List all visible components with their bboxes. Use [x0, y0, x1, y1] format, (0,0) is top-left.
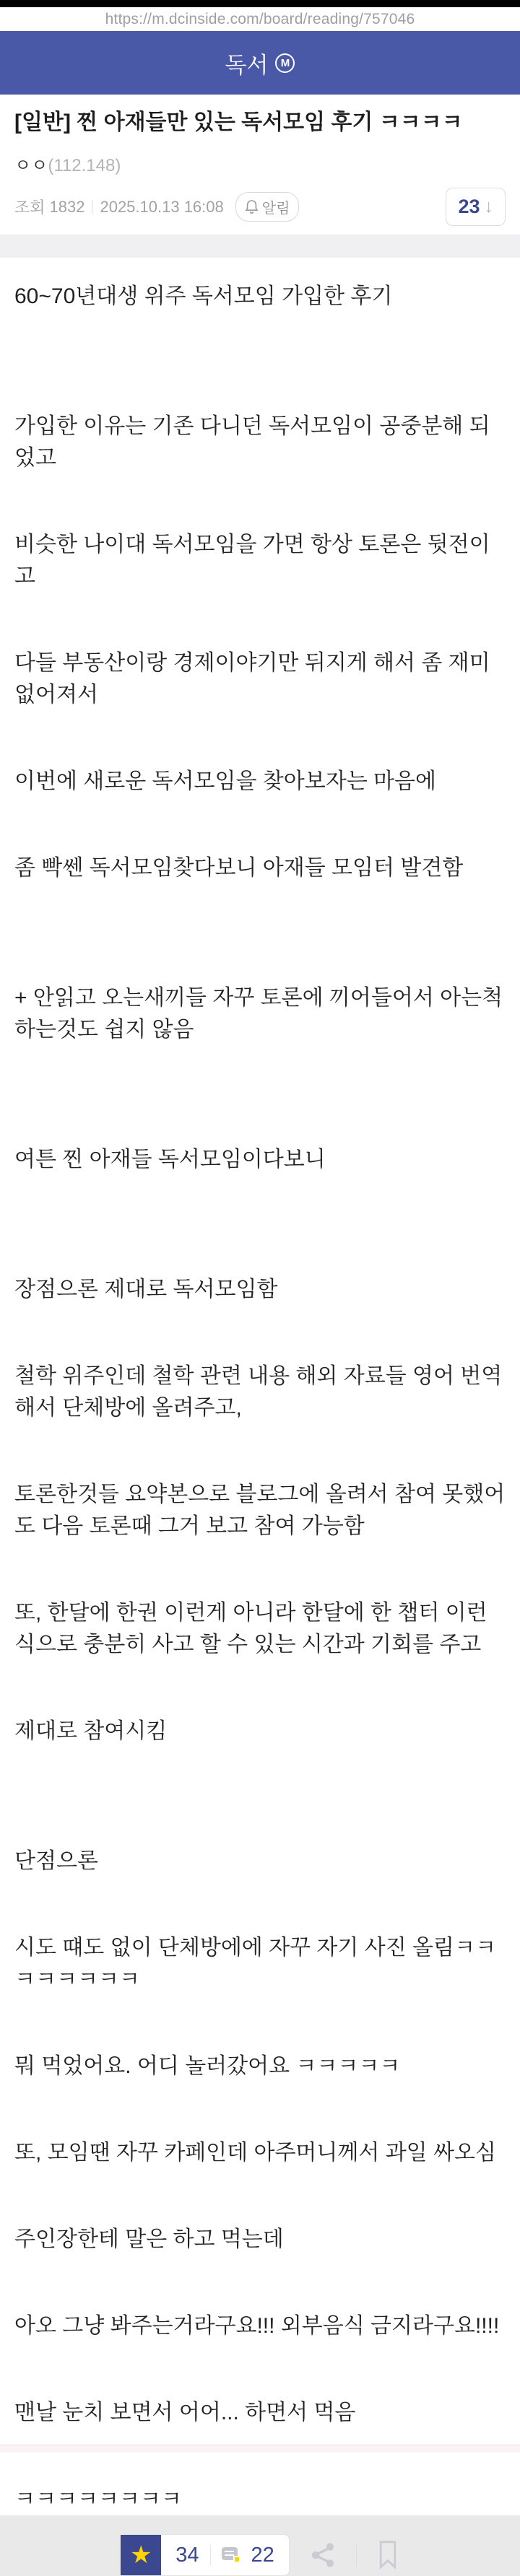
post-paragraph: [14, 1889, 506, 1921]
post-action-bar: [0, 2534, 520, 2576]
post-paragraph: 토론한것들 요약본으로 블로그에 올려서 참여 못했어도 다음 토론때 그거 보고 참여 가능함: [14, 1483, 506, 1538]
bell-icon: [245, 199, 259, 214]
post-paragraph: 주인장한테 말은 하고 먹는데: [14, 2227, 284, 2251]
post-paragraph: [14, 2267, 506, 2299]
post-meta-row: [14, 188, 506, 226]
post-paragraph: [14, 2180, 506, 2212]
post-meta-left: [14, 192, 446, 222]
post-paragraph: [14, 896, 506, 927]
post-paragraph: [14, 604, 506, 636]
post-paragraph: 장점으론 제대로 독서모임함: [14, 1278, 278, 1301]
down-arrow-icon: ↓: [484, 196, 493, 217]
screen-top-strip: [0, 0, 520, 7]
post-paragraph: 또, 한달에 한권 이런게 아니라 한달에 한 챕터 이런식으로 충분히 사고 할 수 있는 시간과 기회를 주고: [14, 1601, 488, 1656]
post-paragraph: [14, 486, 506, 518]
share-icon: [308, 2541, 337, 2570]
post-paragraph: [14, 1317, 506, 1349]
comment-icon: [222, 2547, 240, 2563]
share-button[interactable]: [308, 2541, 337, 2570]
comment-count[interactable]: 22: [251, 2543, 274, 2567]
post-paragraph: 이번에 새로운 독서모임을 찾아보자는 마음에: [14, 769, 436, 793]
post-paragraph: 비슷한 나이대 독서모임을 가면 항상 토론은 뒷전이고: [14, 533, 490, 588]
post-paragraph: 또, 모임땐 자꾸 카페인데 아주머니께서 과일 싸오심: [14, 2141, 496, 2165]
post-paragraph: [14, 1187, 506, 1219]
views-label: 조회: [14, 198, 46, 217]
count-separator: [210, 2545, 211, 2565]
post-timestamp: 2025.10.13 16:08: [100, 197, 224, 216]
board-title[interactable]: 독서: [225, 52, 269, 78]
post-paragraph: [14, 809, 506, 841]
post-paragraph: [14, 1759, 506, 1791]
post-paragraph: [14, 2094, 506, 2126]
star-icon: ★: [129, 2541, 152, 2569]
post-paragraph: 다들 부동산이랑 경제이야기만 뒤지게 해서 좀 재미없어져서: [14, 651, 490, 707]
recommend-counts: [161, 2535, 289, 2575]
section-separator: [0, 235, 520, 258]
views-count: 1832: [49, 197, 85, 216]
post-paragraph: [14, 722, 506, 754]
author-nickname[interactable]: ㅇㅇ: [14, 156, 48, 175]
page-url[interactable]: https://m.dcinside.com/board/reading/757046: [105, 10, 415, 27]
bottom-notice-strip: [0, 2445, 520, 2453]
comment-jump-count: 23: [458, 196, 480, 217]
post-paragraph: 여튼 찐 아재들 독서모임이다보니: [14, 1148, 326, 1171]
minor-gallery-badge-icon: M: [275, 53, 295, 73]
post-body: [0, 258, 520, 2515]
post-paragraph: [14, 939, 506, 971]
post-paragraph: [14, 1231, 506, 1262]
post-paragraph: 단점으론: [14, 1849, 98, 1873]
post-paragraph: [14, 1554, 506, 1586]
post-header: [0, 95, 520, 235]
post-paragraph: 뭐 먹었어요. 어디 놀러갔어요 ㅋㅋㅋㅋㅋ: [14, 2054, 401, 2078]
post-paragraph: 철학 위주인데 철학 관련 내용 해외 자료들 영어 번역해서 단체방에 올려주고,: [14, 1364, 503, 1420]
bookmark-icon: [376, 2540, 400, 2570]
post-paragraph: [14, 1057, 506, 1089]
alarm-button[interactable]: [235, 192, 300, 222]
post-paragraph: [14, 1101, 506, 1132]
post-paragraph: [14, 1672, 506, 1704]
post-paragraph: 아오 그냥 봐주는거라구요!!! 외부음식 금지라구요!!!!: [14, 2314, 500, 2338]
post-paragraph: [14, 367, 506, 399]
post-paragraph: [14, 1436, 506, 1467]
post-paragraph: [14, 1802, 506, 1834]
comment-jump-button[interactable]: [446, 188, 506, 226]
recommend-widget: [120, 2534, 290, 2576]
bookmark-button[interactable]: [376, 2540, 400, 2570]
post-paragraph: ㅋㅋㅋㅋㅋㅋㅋㅋ: [14, 2487, 182, 2511]
post-paragraph: 60~70년대생 위주 독서모임 가입한 후기: [14, 284, 393, 308]
recommend-button[interactable]: [121, 2535, 161, 2575]
post-paragraph: [14, 2354, 506, 2385]
recommend-count[interactable]: 34: [176, 2543, 199, 2567]
post-paragraph: [14, 2007, 506, 2039]
post-paragraph: 가입한 이유는 기존 다니던 독서모임이 공중분해 되었고: [14, 414, 490, 470]
browser-address-bar[interactable]: [0, 7, 520, 31]
post-paragraph: 맨날 눈치 보면서 어어... 하면서 먹음: [14, 2401, 356, 2424]
author-ip: (112.148): [48, 156, 121, 175]
post-paragraph: 좀 빡쎈 독서모임찾다보니 아재들 모임터 발견함: [14, 856, 464, 880]
board-header[interactable]: [0, 31, 520, 95]
post-title: [일반] 찐 아재들만 있는 독서모임 후기 ㅋㅋㅋㅋ: [14, 110, 463, 134]
actionbar-divider: [356, 2544, 357, 2567]
author-row: [14, 151, 506, 176]
post-paragraph: + 안읽고 오는새끼들 자꾸 토론에 끼어들어서 아는척하는것도 쉽지 않음: [14, 986, 503, 1042]
post-paragraph: 제대로 참여시킴: [14, 1719, 168, 1743]
post-paragraph: 시도 떄도 없이 단체방에에 자꾸 자기 사진 올림ㅋㅋㅋㅋㅋㅋㅋㅋ: [14, 1936, 496, 1991]
alarm-label: 알림: [261, 201, 290, 217]
post-paragraph: [14, 324, 506, 356]
